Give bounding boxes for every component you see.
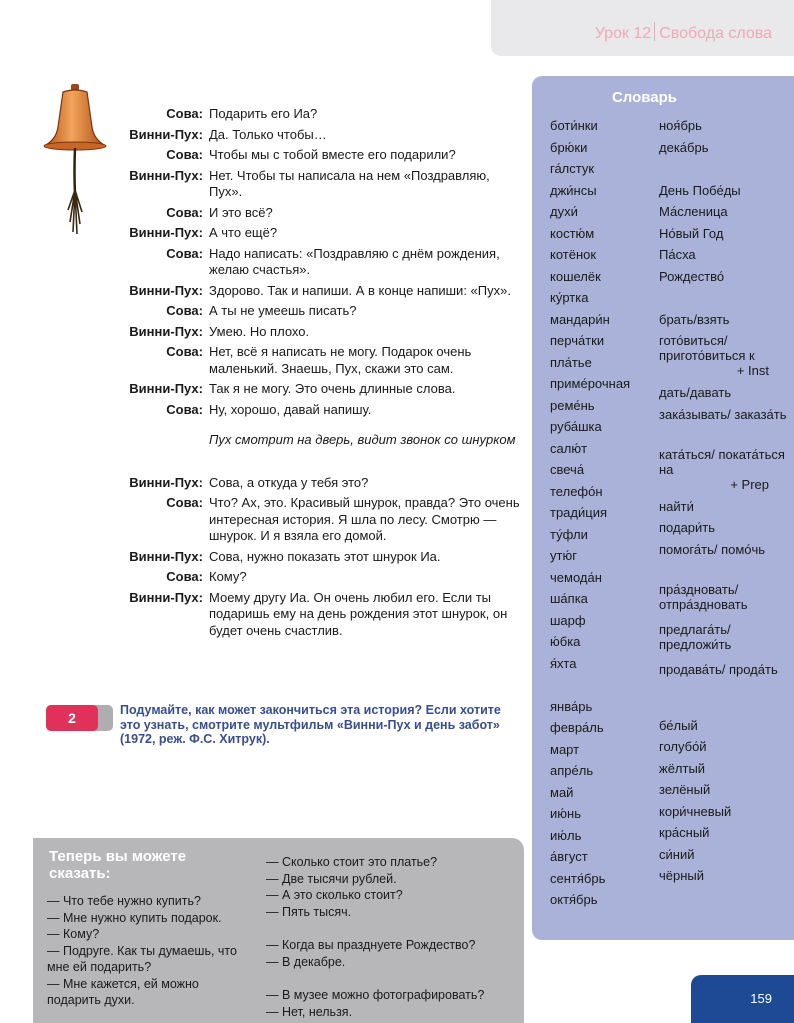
phrase: — А это сколько стоит? [266,888,403,902]
vocab-word: джи́нсы [550,182,597,198]
vocab-word: найти́ [659,498,694,514]
line-text: Сова, нужно показать этот шнурок Иа. [209,548,441,564]
vocab-word: утю́г [550,548,577,563]
speaker: Винни-Пух: [129,474,203,490]
vocab-word: приме́рочная [550,376,631,391]
vocab-word: перча́тки [550,333,605,348]
line-text: Да. Только чтобы… [209,126,327,142]
line-text: Подарить его Иа? [209,106,318,121]
line-text: Нет. Чтобы ты написала на нем «Поздравляю, Пух». [209,167,490,199]
dialogue-line [108,106,523,123]
speaker: Сова: [166,401,203,417]
phrase: — Что тебе нужно купить? [47,894,201,908]
task-badge [46,705,113,731]
vocab-word: ю́бка [550,634,581,649]
speaker: Винни-Пух: [129,548,203,564]
now-box-title: Теперь вы можете сказать: [49,848,187,882]
speaker: Сова: [166,344,203,359]
dialogue-line [108,246,523,279]
vocab-word: Ма́сленица [659,204,728,219]
vocab-word: брать/взять [659,311,730,327]
speaker: Сова: [166,245,203,261]
line-text: Чтобы мы с тобой вместе его подарили? [209,147,456,162]
speaker: Винни-Пух: [129,225,203,240]
speaker: Сова: [166,147,203,162]
dialogue-line [108,283,523,300]
line-text: Умею. Но плохо. [209,323,310,339]
now-you-can-say-box [33,838,524,1023]
vocab-word: чёрный [659,868,705,883]
line-text: Нет, всё я написать не могу. Подарок очень маленький. Знаешь, Пух, скажи это сам. [209,344,472,376]
page-number: 159 [750,991,772,1006]
line-text: Что? Ах, это. Красивый шнурок, правда? Это очень интересная история. Я шла по лесу. Смотрю — шнурок. И я взяла его домой. [209,495,520,543]
line-text: Здорово. Так и напиши. А в конце напиши: «Пух». [209,282,511,298]
speaker: Сова: [166,106,203,121]
vocab-word: костю́м [550,225,595,241]
vocab-word: подари́ть [659,520,716,535]
speaker: Сова: [166,204,203,220]
dialogue-line [108,344,523,377]
vocabulary-title: Словарь [611,89,678,106]
vocab-word: га́лстук [550,161,595,176]
dialogue-line [108,475,523,492]
vocab-word: мандари́н [550,311,610,327]
dialogue-line [108,205,523,222]
vocab-case-suffix: + Inst [736,363,769,378]
header-separator [654,22,655,41]
header-tab [491,0,794,56]
vocab-word: кори́чневый [659,803,732,819]
line-text: Так я не могу. Это очень длинные слова. [209,381,456,396]
vocab-word: ку́ртка [550,290,589,305]
vocab-word: ту́фли [550,526,588,542]
vocabulary-column-2 [659,118,789,890]
vocab-word: ноя́брь [659,118,702,133]
line-text: И это всё? [209,204,273,220]
dialogue-line [108,381,523,398]
lesson-number: Урок 12 [594,25,652,42]
vocab-word: февра́ль [550,720,604,735]
speaker: Сова: [166,569,203,584]
dialogue-line [108,324,523,341]
vocab-word: зелёный [659,782,711,797]
vocab-word: октя́брь [550,892,598,907]
vocab-word: салю́т [550,440,588,456]
vocab-word: дать/давать [659,385,732,400]
vocab-word: зака́зывать/ заказа́ть [659,406,787,422]
speaker: Винни-Пух: [129,126,203,142]
vocab-verb-main: ката́ться/ поката́ться на [659,446,785,477]
dialogue-line [108,147,523,164]
vocab-word: пра́здновать/ отпра́здновать [659,581,748,612]
phrase: — Пять тысяч. [266,904,352,919]
line-text: Кому? [209,569,247,584]
vocab-word: кра́сный [659,825,710,840]
vocab-word: тради́ция [550,505,608,520]
vocab-word: помога́ть/ помо́чь [659,541,766,557]
dialogue-line [108,495,523,545]
vocab-word: а́вгуст [550,849,588,864]
phrase: — Мне нужно купить подарок. [47,910,222,925]
line-text: Сова, а откуда у тебя это? [209,474,369,490]
phrase: — Мне кажется, ей можно подарить духи. [47,976,199,1007]
vocab-word: ию́ль [550,827,582,843]
bell-illustration [40,82,110,242]
vocab-word: боти́нки [550,118,598,133]
vocab-word: ию́нь [550,806,581,821]
dialogue [108,106,523,643]
vocab-word: янва́рь [550,698,593,714]
phrase: — Две тысячи рублей. [266,871,397,886]
vocab-case-suffix: + Prep [730,476,769,492]
vocab-word: свеча́ [550,462,585,477]
dialogue-line [108,225,523,242]
dialogue-line [108,590,523,640]
speaker: Сова: [166,303,203,318]
task-number: 2 [46,705,98,731]
vocab-word: май [550,784,574,800]
phrase: — Нет, нельзя. [266,1004,353,1019]
dialogue-line [108,303,523,320]
vocab-word: Но́вый Год [659,225,724,241]
speaker: Винни-Пух: [129,167,203,183]
speaker: Винни-Пух: [129,589,203,605]
vocab-word: ша́пка [550,591,588,606]
vocab-word: дека́брь [659,139,709,155]
vocab-word: котёнок [550,247,597,262]
vocab-word: я́хта [550,655,577,671]
dialogue-line [108,127,523,144]
vocab-word: апре́ль [550,763,594,778]
vocab-verb-main: гото́виться/ пригото́виться к [659,333,755,363]
phrase: — В музее можно фотографировать? [266,988,485,1002]
vocabulary-column-1 [550,118,660,914]
vocab-word: Па́сха [659,247,696,262]
stage-direction: Пух смотрит на дверь, видит звонок со шнурком [209,432,516,447]
lesson-topic: Свобода слова [659,25,772,42]
speaker: Сова: [166,495,203,510]
vocab-word: реме́нь [550,397,595,413]
page-number-box [691,975,794,1023]
vocab-word: чемода́н [550,569,602,585]
vocab-word: духи́ [550,204,578,219]
line-text: Моему другу Иа. Он очень любил его. Если ты подаришь ему на день рождения этот шнурок, он будет очень счастлив. [209,589,508,638]
vocab-word: руба́шка [550,419,602,434]
line-text: А что ещё? [209,225,278,240]
speaker: Винни-Пух: [129,381,203,396]
vocab-word: телефо́н [550,483,603,499]
phrase: — Сколько стоит это платье? [266,855,438,869]
vocab-word: пла́тье [550,354,592,370]
vocabulary-panel [532,76,794,940]
lesson-header [595,22,772,43]
phrase: — Когда вы празднуете Рождество? [266,938,476,952]
vocab-word: День Побе́ды [659,182,741,198]
line-text: Ну, хорошо, давай напишу. [209,401,372,417]
now-box-column-1 [47,893,252,1009]
now-box-column-2 [266,854,526,1020]
vocab-word: шарф [550,612,586,628]
vocab-word: сентя́брь [550,870,606,886]
vocab-word: продава́ть/ прода́ть [659,661,778,677]
vocab-word: си́ний [659,846,695,862]
vocab-word: бе́лый [659,717,698,733]
dialogue-line [108,549,523,566]
vocab-word: предлага́ть/ предложи́ть [659,621,732,652]
dialogue-line [108,168,523,201]
vocab-word: брю́ки [550,139,588,155]
vocab-word [659,447,789,499]
task-text: Подумайте, как может закончиться эта история? Если хотите это узнать, смотрите мультфильм «Винни-Пух и день забот» (1972, реж. Ф.С. Хитрук). [120,703,501,746]
vocab-word: жёлтый [659,760,706,776]
vocab-word: кошелёк [550,268,601,284]
dialogue-line [108,569,523,586]
line-text: А ты не умеешь писать? [209,303,357,318]
vocab-word: голубо́й [659,739,707,754]
speaker: Винни-Пух: [129,323,203,339]
phrase: — Подруге. Как ты думаешь, что мне ей подарить? [47,943,237,974]
vocab-word: март [550,741,580,757]
vocab-word: Рождество́ [659,268,725,284]
line-text: Надо написать: «Поздравляю с днём рождения, желаю счастья». [209,245,500,277]
phrase: — В декабре. [266,954,346,969]
phrase: — Кому? [47,927,100,941]
dialogue-line [108,402,523,419]
speaker: Винни-Пух: [129,282,203,298]
vocab-word [659,333,789,385]
